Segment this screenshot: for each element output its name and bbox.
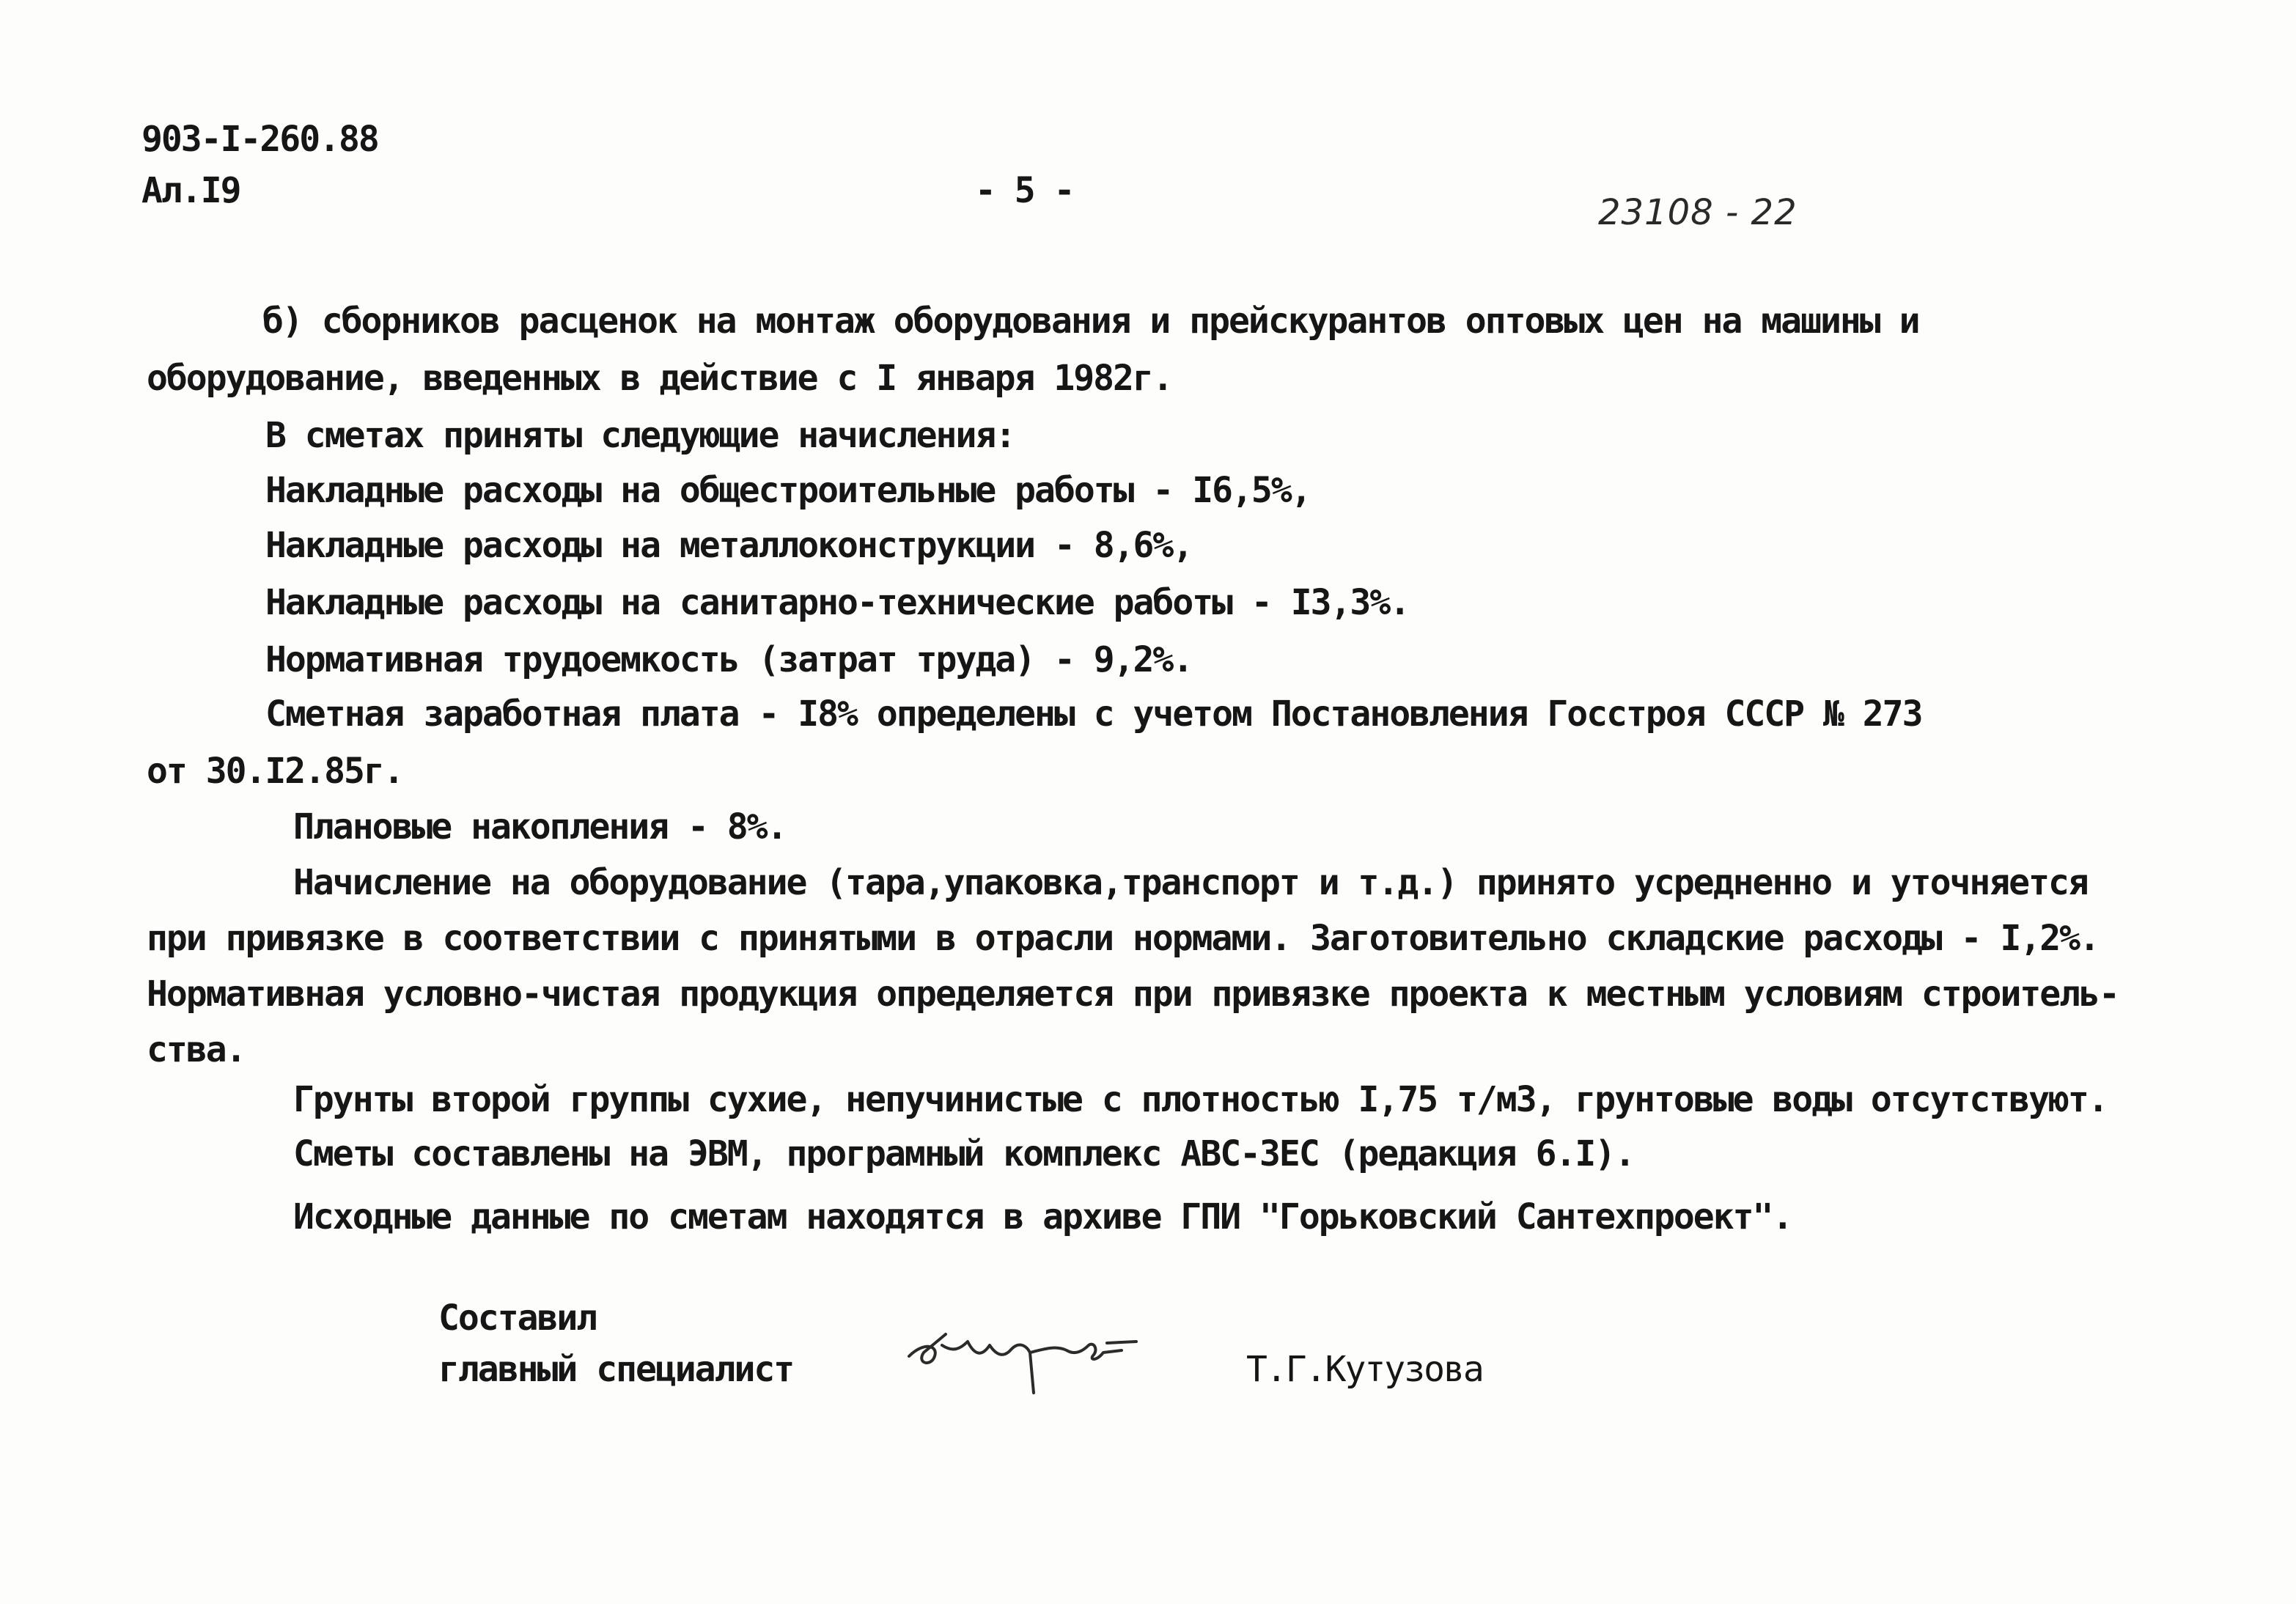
page-number: - 5 - bbox=[975, 170, 1074, 211]
body-line: Нормативная условно-чистая продукция определяется при привязке проекта к местным условиям строитель- bbox=[147, 974, 2119, 1015]
body-line: от 30.I2.85г. bbox=[147, 751, 403, 792]
body-line: Плановые накопления - 8%. bbox=[293, 806, 787, 847]
sheet-label: Ал.I9 bbox=[141, 170, 240, 211]
body-line: Исходные данные по сметам находятся в архиве ГПИ "Горьковский Сантехпроект". bbox=[293, 1196, 1792, 1237]
body-line: Накладные расходы на общестроительные работы - I6,5%, bbox=[265, 470, 1311, 511]
compiled-by-label: Составил bbox=[438, 1298, 597, 1339]
body-line: В сметах приняты следующие начисления: bbox=[265, 415, 1015, 456]
body-line: Накладные расходы на металлоконструкции - 8,6%, bbox=[265, 525, 1193, 566]
inventory-number: 23108 - 22 bbox=[1598, 192, 1798, 233]
body-line: б) сборников расценок на монтаж оборудования и прейскурантов оптовых цен на машины и bbox=[262, 301, 1919, 342]
body-line: Нормативная трудоемкость (затрат труда) - 9,2%. bbox=[265, 639, 1193, 680]
handwritten-signature bbox=[902, 1312, 1151, 1408]
body-line: Начисление на оборудование (тара,упаковка,транспорт и т.д.) принято усредненно и уточняется bbox=[293, 862, 2088, 903]
body-line: при привязке в соответствии с принятыми в отрасли нормами. Заготовительно складские расходы - I,2%. bbox=[147, 918, 2099, 959]
body-line: Сметная заработная плата - I8% определены с учетом Постановления Госстроя СССР № 273 bbox=[265, 694, 1922, 735]
body-line: Грунты второй группы сухие, непучинистые с плотностью I,75 т/м3, грунтовые воды отсутствуют. bbox=[293, 1079, 2108, 1120]
signer-name: Т.Г.Кутузова bbox=[1246, 1349, 1483, 1390]
body-line: оборудование, введенных в действие с I января 1982г. bbox=[147, 358, 1172, 399]
body-line: ства. bbox=[147, 1029, 246, 1070]
document-code: 903-I-260.88 bbox=[141, 119, 378, 160]
position-title: главный специалист bbox=[438, 1349, 794, 1390]
body-line: Накладные расходы на санитарно-технические работы - I3,3%. bbox=[265, 582, 1410, 623]
body-line: Сметы составлены на ЭВМ, програмный комплекс АВС-3ЕС (редакция 6.I). bbox=[293, 1133, 1635, 1174]
